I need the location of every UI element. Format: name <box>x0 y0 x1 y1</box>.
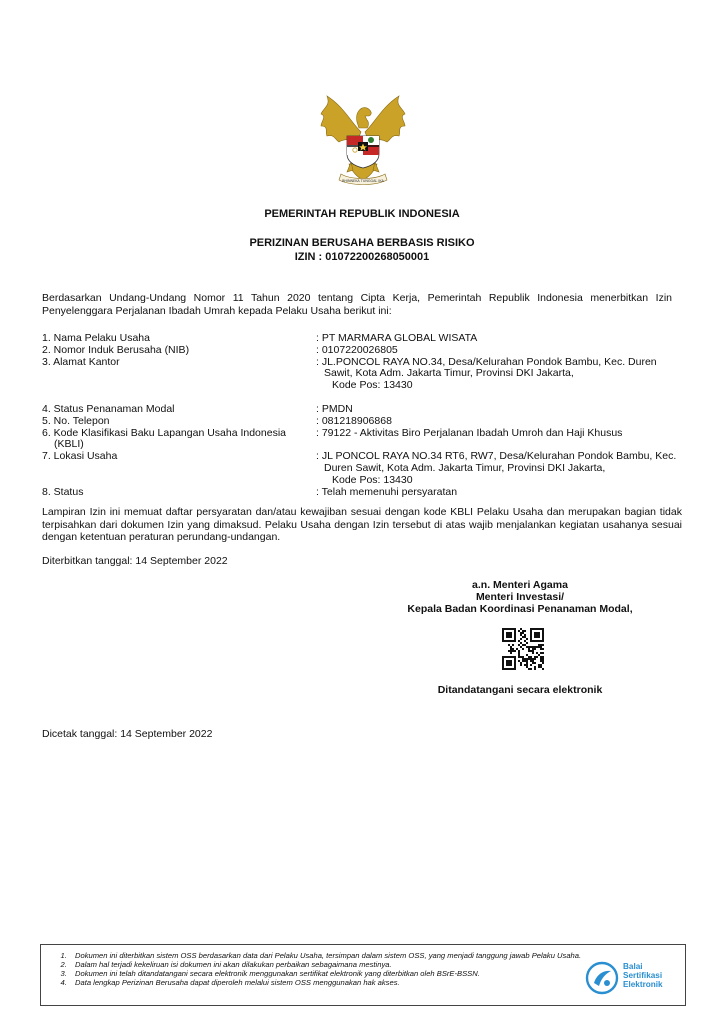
signature-line-1: a.n. Menteri Agama <box>472 579 568 591</box>
field-label: 7. Lokasi Usaha <box>42 450 118 463</box>
field-row-office-address <box>42 357 682 392</box>
bsre-logo-line: Sertifikasi <box>623 971 663 980</box>
document-title: PERIZINAN BERUSAHA BERBASIS RISIKO <box>249 237 475 249</box>
field-label-sub: (KBLI) <box>54 438 84 451</box>
field-value: : PT MARMARA GLOBAL WISATA <box>316 332 478 344</box>
field-label: 4. Status Penanaman Modal <box>42 402 175 415</box>
emblem-motto: BHINNEKA TUNGGAL IKA <box>342 179 384 183</box>
permit-fields <box>42 333 682 498</box>
bsre-logo-line: Balai <box>623 962 643 971</box>
field-label: 2. Nomor Induk Berusaha (NIB) <box>42 343 190 356</box>
field-value: : Telah memenuhi persyaratan <box>316 485 458 498</box>
field-value-postcode: Kode Pos: 13430 <box>332 379 413 392</box>
field-label-wrapper <box>42 428 316 452</box>
field-label: 3. Alamat Kantor <box>42 355 120 368</box>
footer-note: 1. Dokumen ini diterbitkan sistem OSS berdasarkan data dari Pelaku Usaha, tersimpan dalam sistem OSS, yang menjadi tanggung jawab Pelaku Usaha. <box>69 951 609 960</box>
bsre-logo <box>585 961 675 995</box>
signature-line-2: Menteri Investasi/ <box>475 591 565 603</box>
footer-note: 3. Dokumen ini telah ditandatangani secara elektronik menggunakan sertifikat elektronik yang diterbitkan oleh BSrE-BSSN. <box>69 969 609 978</box>
qr-code-icon <box>502 628 544 670</box>
permit-number: IZIN : 01072200268050001 <box>294 251 430 263</box>
field-value: : PMDN <box>316 402 353 415</box>
field-value: : JL PONCOL RAYA NO.34 RT6, RW7, Desa/Kelurahan Pondok Bambu, Kec. Duren Sawit, Kota Adm. Jakarta Timur, Provinsi DKI Jakarta, <box>316 450 677 474</box>
field-row-status <box>42 487 682 499</box>
footer-note: 2. Dalam hal terjadi kekeliruan isi dokumen ini akan dilakukan perbaikan sebagaimana mestinya. <box>69 960 609 969</box>
field-row-investment-status <box>42 404 682 416</box>
field-value-wrapper <box>316 451 682 486</box>
bsre-logo-line: Elektronik <box>623 980 663 989</box>
field-value: : 79122 - Aktivitas Biro Perjalanan Ibadah Umroh dan Haji Khusus <box>316 426 623 439</box>
field-label: 5. No. Telepon <box>42 414 110 427</box>
field-row-kbli <box>42 428 682 452</box>
bsre-logo-icon <box>585 961 619 995</box>
field-value-postcode: Kode Pos: 13430 <box>332 473 413 486</box>
attachment-paragraph: Lampiran Izin ini memuat daftar persyaratan dan/atau kewajiban sesuai dengan kode KBLI Pelaku Usaha dan merupakan bagian tidak terpisahkan dari dokumen Izin yang dimaksud. Pelaku Usaha dengan Izin tersebut di atas wajib menjalankan kegiatan usahanya sesuai dengan ketentuan peraturan perundang-undangan. <box>42 506 682 543</box>
field-label: 6. Kode Klasifikasi Baku Lapangan Usaha Indonesia <box>42 426 287 439</box>
signature-line-3: Kepala Badan Koordinasi Penanaman Modal, <box>407 603 633 615</box>
garuda-emblem-icon <box>313 92 413 188</box>
bsre-logo-text <box>623 962 663 989</box>
intro-paragraph: Berdasarkan Undang-Undang Nomor 11 Tahun 2020 tentang Cipta Kerja, Pemerintah Republik Indonesia menerbitkan Izin Penyelenggara Perjalanan Ibadah Umrah kepada Pelaku Usaha berikut ini: <box>42 292 672 317</box>
field-row-business-location <box>42 451 682 486</box>
issued-date: Diterbitkan tanggal: 14 September 2022 <box>42 555 228 567</box>
field-label: 8. Status <box>42 485 84 498</box>
signed-electronically-note: Ditandatangani secara elektronik <box>437 684 603 696</box>
field-value-wrapper <box>316 357 682 392</box>
field-value: : 0107220026805 <box>316 343 398 356</box>
footer-notes-box <box>40 944 686 1006</box>
field-value: : JL.PONCOL RAYA NO.34, Desa/Kelurahan Pondok Bambu, Kec. Duren Sawit, Kota Adm. Jakarta Timur, Provinsi DKI Jakarta, <box>316 355 657 380</box>
footer-notes-list <box>41 945 609 987</box>
footer-note: 4. Data lengkap Perizinan Berusaha dapat diperoleh melalui sistem OSS menggunakan hak akses. <box>69 978 609 987</box>
printed-date: Dicetak tanggal: 14 September 2022 <box>42 728 213 740</box>
field-value: : 081218906868 <box>316 414 392 427</box>
field-label: 1. Nama Pelaku Usaha <box>42 332 150 344</box>
government-heading: PEMERINTAH REPUBLIK INDONESIA <box>264 208 460 220</box>
